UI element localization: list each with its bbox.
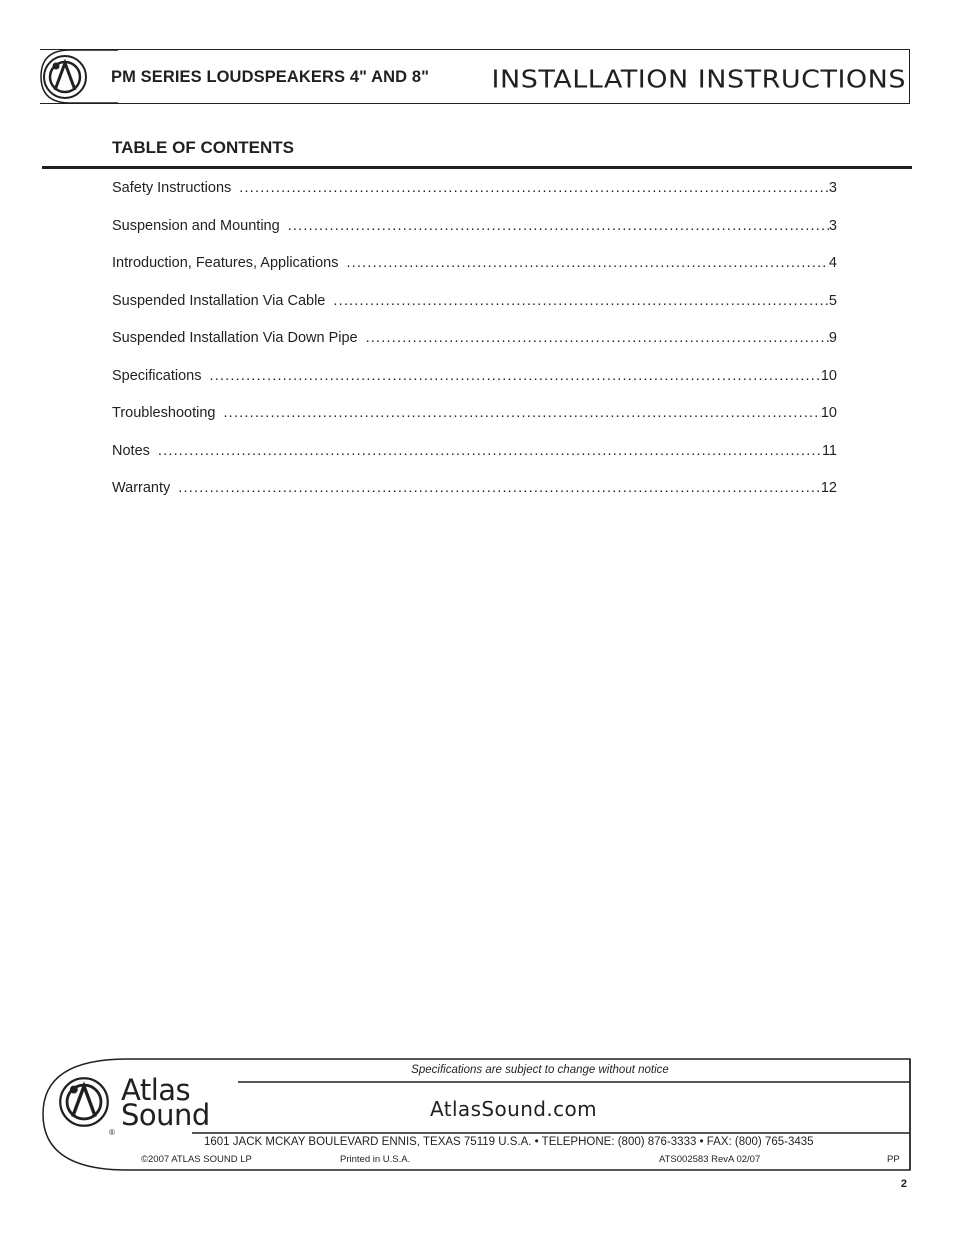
toc-leader (288, 218, 829, 234)
brand-line-2: Sound (121, 1098, 210, 1132)
toc-list (112, 180, 837, 518)
toc-leader (209, 368, 820, 384)
atlas-sound-logo-icon (42, 54, 88, 100)
company-address: 1601 JACK MCKAY BOULEVARD ENNIS, TEXAS 75119 U.S.A. • TELEPHONE: (800) 876-3333 • FAX: (800) 765-3435 (204, 1136, 814, 1148)
toc-item-page: 4 (828, 255, 837, 271)
toc-item-page: 11 (821, 442, 837, 459)
toc-heading: TABLE OF CONTENTS (112, 138, 294, 157)
toc-item-label: Specifications (112, 367, 202, 384)
website-link[interactable]: AtlasSound.com (430, 1097, 598, 1121)
toc-item[interactable] (112, 480, 837, 518)
brand-wordmark (121, 1073, 210, 1132)
toc-leader (223, 405, 820, 421)
registered-mark: ® (109, 1128, 115, 1137)
pp-code: PP (887, 1154, 900, 1165)
spec-notice: Specifications are subject to change without notice (411, 1064, 669, 1076)
toc-item-page: 10 (820, 405, 837, 421)
document-code: ATS002583 RevA 02/07 (659, 1154, 761, 1165)
toc-item[interactable] (112, 255, 837, 293)
toc-item[interactable] (112, 218, 837, 256)
toc-leader (178, 480, 821, 496)
toc-item[interactable] (112, 368, 837, 406)
atlas-sound-logo-icon (58, 1076, 110, 1128)
toc-item-label: Suspended Installation Via Cable (112, 292, 326, 309)
toc-leader (239, 180, 829, 196)
copyright: ©2007 ATLAS SOUND LP (141, 1154, 252, 1165)
toc-leader (333, 293, 829, 309)
toc-leader (158, 443, 822, 459)
toc-item-label: Introduction, Features, Applications (112, 255, 339, 271)
toc-item-page: 3 (828, 180, 837, 196)
toc-leader (366, 330, 829, 346)
toc-item-page: 12 (820, 480, 837, 496)
toc-leader (347, 255, 829, 271)
printed-in: Printed in U.S.A. (340, 1154, 411, 1165)
toc-item-page: 9 (828, 330, 837, 346)
toc-item[interactable] (112, 330, 837, 368)
toc-item-label: Notes (112, 442, 150, 459)
toc-item-label: Safety Instructions (112, 180, 232, 196)
toc-item-page: 3 (828, 217, 837, 234)
toc-item-label: Warranty (112, 480, 171, 496)
toc-item-label: Suspension and Mounting (112, 217, 280, 234)
toc-item-label: Troubleshooting (112, 405, 216, 421)
toc-item[interactable] (112, 293, 837, 331)
toc-item[interactable] (112, 443, 837, 481)
document-title: INSTALLATION INSTRUCTIONS (491, 65, 906, 94)
toc-item[interactable] (112, 405, 837, 443)
section-divider (42, 166, 912, 169)
toc-item-page: 5 (828, 292, 837, 309)
toc-item-label: Suspended Installation Via Down Pipe (112, 330, 358, 346)
page-number: 2 (900, 1178, 907, 1190)
document-subtitle: PM SERIES LOUDSPEAKERS 4" AND 8" (111, 68, 430, 86)
brand-line-1: Atlas (121, 1073, 191, 1107)
toc-item[interactable] (112, 180, 837, 218)
toc-item-page: 10 (820, 367, 837, 384)
